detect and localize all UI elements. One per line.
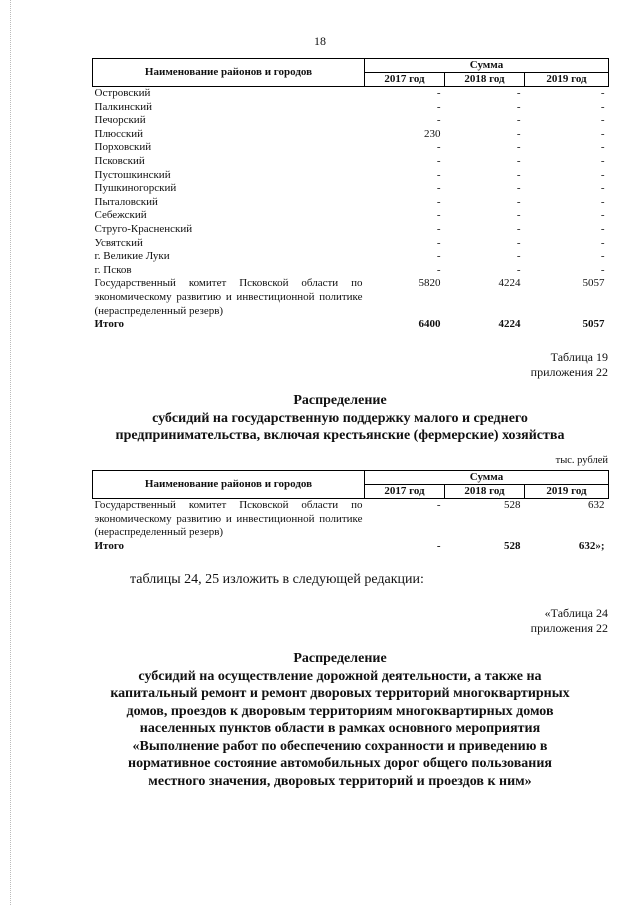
value-2017-cell: - [436,539,441,552]
value-2019-cell: 5057 [582,318,605,331]
district-name-cell: Порховский [94,141,152,154]
value-2017-cell: - [436,87,441,99]
column-header-2017: 2017 год [365,485,445,499]
district-name-cell: Плюсский [94,127,144,140]
table-19-label [531,350,608,380]
value-2019-cell: - [600,222,605,235]
appendix-reference: приложения 22 [530,365,608,379]
value-2017-cell: - [436,168,441,181]
table-row [93,237,609,251]
value-2018-cell: 4224 [498,318,521,331]
heading-line: капитальный ремонт и ремонт дворовых территорий многоквартирных [110,686,570,701]
district-name-cell: Итого [94,318,125,331]
table-body [93,87,609,332]
table-row [93,209,609,223]
heading-line: населенных пунктов области в рамках основного мероприятия [139,721,541,736]
units-label: тыс. рублей [555,455,608,466]
district-name-cell: Государственный комитет Псковской области по экономическому развитию и инвестиционной политике (нераспределенный резерв) [94,499,363,539]
heading-line: нормативное состояние автомобильных дорог общего пользования [128,756,552,771]
value-2017-cell: 5820 [418,277,441,290]
column-header-2018: 2018 год [445,73,525,87]
value-2017-cell: - [436,263,441,276]
total-row [93,318,609,332]
column-header-2018: 2018 год [445,485,525,499]
district-name-cell: Пушкиногорский [94,182,177,195]
value-2019-cell: - [600,250,605,263]
value-2018-cell: - [516,100,521,113]
value-2018-cell: - [516,195,521,208]
table-row [93,169,609,183]
district-name-cell: Пустошкинский [94,168,171,181]
value-2017-cell: - [436,114,441,127]
value-2019-cell: - [600,100,605,113]
table-row [93,223,609,237]
table-24-heading [70,650,610,790]
table-row [93,114,609,128]
table-row [93,141,609,155]
value-2019-cell: - [600,182,605,195]
value-2018-cell: - [516,141,521,154]
appendix-reference: приложения 22 [530,621,608,635]
value-2018-cell: 528 [504,499,521,511]
district-name-cell: Государственный комитет Псковской области по экономическому развитию и инвестиционной политике (нераспределенный резерв) [94,277,363,317]
value-2019-cell: 5057 [582,277,605,290]
value-2018-cell: - [516,127,521,140]
table-row [93,128,609,142]
value-2017-cell: - [436,209,441,222]
value-2017-cell: 6400 [418,318,441,331]
table-row [93,101,609,115]
value-2017-cell: 230 [424,127,441,140]
table-body [93,499,609,554]
district-name-cell: Палкинский [94,100,153,113]
table-row [93,87,609,101]
value-2018-cell: - [516,222,521,235]
page-number: 18 [314,34,326,48]
heading-line: субсидий на осуществление дорожной деятельности, а также на [138,668,542,684]
table-24-label [531,606,608,636]
value-2019-cell: - [600,195,605,208]
scan-margin-line [10,0,11,905]
value-2018-cell: - [516,114,521,127]
table-19-heading [70,392,610,445]
value-2019-cell: - [600,168,605,181]
table-row [93,196,609,210]
district-name-cell: Струго-Красненский [94,222,193,235]
value-2017-cell: - [436,250,441,263]
value-2018-cell: - [516,250,521,263]
value-2017-cell: - [436,195,441,208]
heading-line: Распределение [293,393,387,408]
column-header-2019: 2019 год [525,485,609,499]
table-row [93,264,609,278]
value-2018-cell: - [516,236,521,249]
district-name-cell: Итого [94,539,125,552]
district-name-cell: Усвятский [94,236,143,249]
column-header-sum: Сумма [365,59,609,73]
total-row [93,540,609,554]
value-2019-cell: - [600,154,605,167]
table-row [93,182,609,196]
column-header-2017: 2017 год [365,73,445,87]
district-name-cell: г. Псков [94,263,132,276]
column-header-name: Наименование районов и городов [93,59,365,87]
heading-line: местного значения, дворовых территорий и проездов к ним» [148,773,532,789]
value-2019-cell: - [600,141,605,154]
table-number: «Таблица 24 [544,606,608,620]
value-2019-cell: - [600,209,605,222]
amendment-text: таблицы 24, 25 изложить в следующей редакции: [130,572,424,587]
table-row [93,277,609,318]
value-2018-cell: - [516,154,521,167]
table-row [93,155,609,169]
value-2019-cell: - [600,87,605,99]
heading-line: предпринимательства, включая крестьянские (фермерские) хозяйства [115,428,565,443]
value-2017-cell: - [436,182,441,195]
value-2019-cell: - [600,236,605,249]
value-2019-cell: - [600,127,605,140]
value-2017-cell: - [436,141,441,154]
table-row [93,250,609,264]
column-header-sum: Сумма [365,471,609,485]
value-2019-cell: 632 [588,499,605,511]
district-name-cell: Островский [94,87,151,99]
value-2017-cell: - [436,236,441,249]
district-name-cell: г. Великие Луки [94,250,170,263]
value-2017-cell: - [436,499,441,511]
column-header-2019: 2019 год [525,73,609,87]
heading-line: домов, проездов к дворовым территориям многоквартирных домов [126,703,554,719]
heading-line: субсидий на государственную поддержку малого и среднего [152,410,528,426]
heading-line: Распределение [293,651,387,666]
district-name-cell: Пыталовский [94,195,158,208]
district-name-cell: Себежский [94,209,147,222]
value-2018-cell: - [516,87,521,99]
value-2018-cell: 4224 [498,277,521,290]
table-number: Таблица 19 [550,350,608,364]
value-2018-cell: - [516,263,521,276]
value-2019-cell: - [600,114,605,127]
value-2019-cell: 632»; [578,539,605,552]
value-2017-cell: - [436,222,441,235]
district-distribution-table [92,58,609,332]
heading-line: «Выполнение работ по обеспечению сохранности и приведению в [132,738,548,754]
value-2017-cell: - [436,154,441,167]
value-2019-cell: - [600,263,605,276]
value-2018-cell: 528 [504,539,521,552]
district-name-cell: Печорский [94,114,146,127]
subsidy-sme-table [92,470,609,553]
column-header-name: Наименование районов и городов [93,471,365,499]
table-row [93,499,609,540]
value-2018-cell: - [516,182,521,195]
value-2017-cell: - [436,100,441,113]
value-2018-cell: - [516,209,521,222]
value-2018-cell: - [516,168,521,181]
district-name-cell: Псковский [94,154,145,167]
